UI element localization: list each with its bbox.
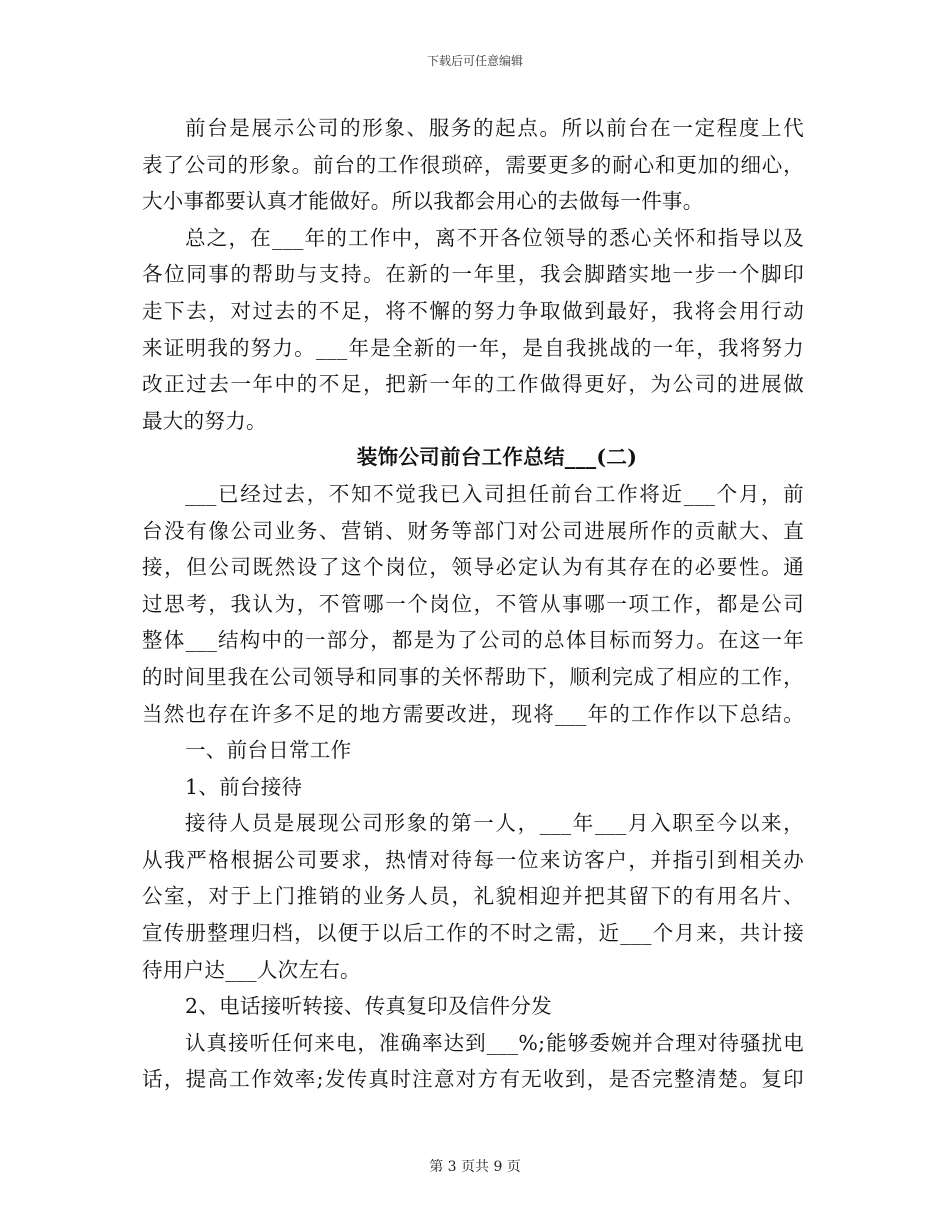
text-line: 公室，对于上门推销的业务人员，礼貌相迎并把其留下的有用名片、 [142, 884, 804, 909]
text-line: 的时间里我在公司领导和同事的关怀帮助下，顺利完成了相应的工作， [142, 664, 804, 689]
text-line: 总之，在___年的工作中，离不开各位领导的悉心关怀和指导以及 [185, 225, 804, 250]
document-body [142, 110, 804, 1098]
text-line: 大小事都要认真才能做好。所以我都会用心的去做每一件事。 [142, 189, 704, 214]
text-line: 宣传册整理归档，以便于以后工作的不时之需，近___个月来，共计接 [142, 921, 804, 946]
text-line: 走下去，对过去的不足，将不懈的努力争取做到最好，我将会用行动 [142, 298, 804, 323]
text-line: 1、前台接待 [185, 774, 303, 799]
text-line: 话，提高工作效率;发传真时注意对方有无收到，是否完整清楚。复印 [142, 1067, 804, 1092]
text-line: 各位同事的帮助与支持。在新的一年里，我会脚踏实地一步一个脚印 [142, 262, 804, 287]
text-line: 来证明我的努力。___年是全新的一年，是自我挑战的一年，我将努力 [142, 335, 804, 360]
text-line: 接待人员是展现公司形象的第一人，___年___月入职至今以来， [185, 811, 804, 836]
text-line: 整体___结构中的一部分，都是为了公司的总体目标而努力。在这一年 [142, 628, 804, 653]
page-footer: 第 3 页共 9 页 [429, 1159, 521, 1175]
text-line: 过思考，我认为，不管哪一个岗位，不管从事哪一项工作，都是公司 [142, 591, 804, 616]
text-line: 认真接听任何来电，准确率达到___%;能够委婉并合理对待骚扰电 [185, 1030, 804, 1055]
text-line: 一、前台日常工作 [185, 738, 352, 763]
text-line: 2、电话接听转接、传真复印及信件分发 [185, 994, 552, 1019]
text-line: 表了公司的形象。前台的工作很琐碎，需要更多的耐心和更加的细心， [142, 152, 804, 177]
text-line: 前台是展示公司的形象、服务的起点。所以前台在一定程度上代 [185, 116, 804, 140]
text-line: 最大的努力。 [142, 408, 267, 433]
text-line: 从我严格根据公司要求，热情对待每一位来访客户，并指引到相关办 [142, 847, 804, 872]
section-title: 装饰公司前台工作总结___(二) [356, 445, 638, 470]
page-header: 下载后可任意编辑 [426, 54, 523, 68]
text-line: 改正过去一年中的不足，把新一年的工作做得更好，为公司的进展做 [142, 372, 804, 397]
text-line: ___已经过去，不知不觉我已入司担任前台工作将近___个月，前 [185, 481, 804, 506]
text-line: 当然也存在许多不足的地方需要改进，现将___年的工作作以下总结。 [142, 701, 804, 726]
text-line: 待用户达___人次左右。 [142, 957, 361, 982]
text-line: 台没有像公司业务、营销、财务等部门对公司进展所作的贡献大、直 [142, 518, 804, 543]
text-line: 接，但公司既然设了这个岗位，领导必定认为有其存在的必要性。通 [142, 555, 804, 580]
